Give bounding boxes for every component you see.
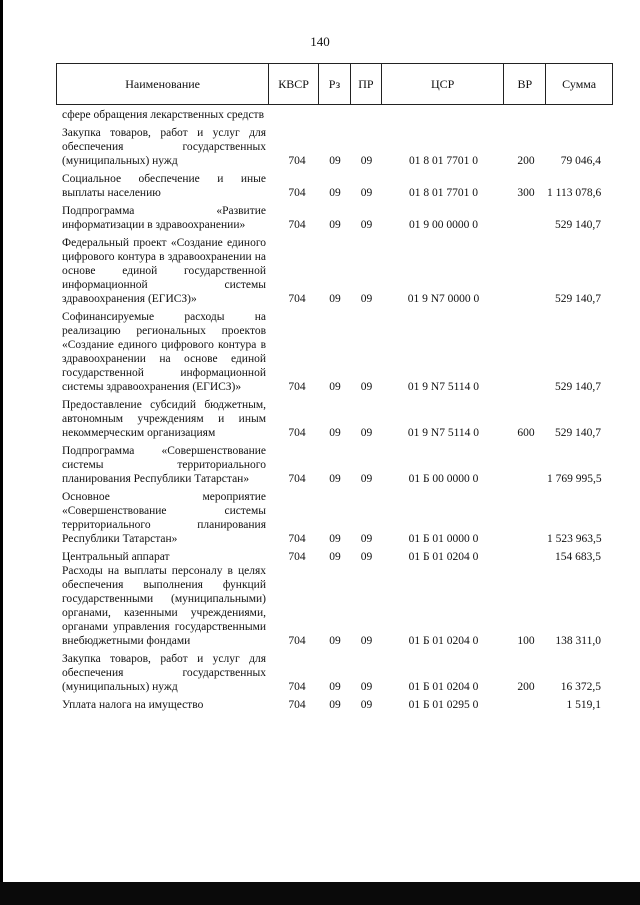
row-kvsr: 704	[288, 293, 306, 305]
header-csr: ЦСР	[382, 64, 505, 104]
row-vr: 200	[517, 681, 535, 693]
row-pr: 09	[360, 187, 373, 199]
row-sum: 1 519,1	[566, 699, 601, 711]
row-name: Центральный аппарат	[62, 551, 170, 563]
row-sum: 529 140,7	[555, 293, 601, 305]
table-row	[56, 204, 613, 232]
row-csr: 01 8 01 7701 0	[409, 187, 478, 199]
table-row	[56, 444, 613, 486]
row-name: Закупка товаров, работ и услуг для обеспечения государственных (муниципальных) нужд	[62, 127, 266, 167]
row-sum: 529 140,7	[555, 219, 601, 231]
header-pr: ПР	[351, 64, 382, 104]
row-kvsr: 704	[288, 551, 306, 563]
row-pr: 09	[360, 219, 373, 231]
row-vr: 200	[517, 155, 535, 167]
row-sum: 1 113 078,6	[547, 187, 602, 199]
table-row	[56, 108, 613, 122]
row-kvsr: 704	[288, 699, 306, 711]
row-csr: 01 Б 01 0295 0	[408, 699, 479, 711]
row-rz: 09	[329, 219, 341, 231]
row-kvsr: 704	[288, 187, 306, 199]
row-kvsr: 704	[288, 473, 306, 485]
row-name: Подпрограмма «Развитие информатизации в здравоохранении»	[62, 205, 266, 231]
row-name: Закупка товаров, работ и услуг для обеспечения государственных (муниципальных) нужд	[62, 653, 266, 693]
row-kvsr: 704	[288, 219, 306, 231]
row-vr: 600	[517, 427, 535, 439]
table-row	[56, 310, 613, 394]
row-kvsr: 704	[288, 533, 306, 545]
row-name: Федеральный проект «Создание единого цифрового контура в здравоохранении на основе единой государственной информационной системы здравоохранения (ЕГИСЗ)»	[62, 237, 266, 305]
row-csr: 01 9 N7 5114 0	[407, 381, 480, 393]
row-name: Основное мероприятие «Совершенствование системы территориального планирования Республики Татарстан»	[62, 491, 266, 545]
row-pr: 09	[360, 293, 373, 305]
row-name: Предоставление субсидий бюджетным, автономным учреждениям и иным некоммерческим организациям	[62, 399, 266, 439]
row-kvsr: 704	[288, 381, 306, 393]
row-sum: 16 372,5	[560, 681, 601, 693]
row-name: Подпрограмма «Совершенствование системы территориального планирования Республики Татарстан»	[62, 445, 266, 485]
row-rz: 09	[329, 473, 341, 485]
row-pr: 09	[360, 427, 373, 439]
row-name: Уплата налога на имущество	[62, 699, 204, 711]
row-csr: 01 9 00 0000 0	[409, 219, 478, 231]
row-csr: 01 9 N7 5114 0	[407, 427, 480, 439]
header-sum: Сумма	[562, 76, 597, 91]
header-kvsr: КВСР	[269, 64, 319, 104]
scan-bottom-edge	[0, 882, 640, 905]
row-kvsr: 704	[288, 681, 306, 693]
table-header	[56, 63, 613, 105]
row-sum: 79 046,4	[560, 155, 601, 167]
row-sum: 138 311,0	[555, 635, 601, 647]
table-row	[56, 564, 613, 648]
table-row	[56, 172, 613, 200]
row-rz: 09	[329, 699, 341, 711]
table-row	[56, 698, 613, 712]
row-name: Расходы на выплаты персоналу в целях обеспечения выполнения функций государственными (муниципальными) органами, казенными учреждениями, органами управления государственными внебюджетными фондами	[62, 565, 266, 647]
table-row	[56, 550, 613, 564]
row-rz: 09	[329, 551, 341, 563]
row-sum: 529 140,7	[555, 381, 601, 393]
table-row	[56, 236, 613, 306]
table-row	[56, 398, 613, 440]
row-kvsr: 704	[288, 155, 306, 167]
row-kvsr: 704	[288, 427, 306, 439]
table-row	[56, 126, 613, 168]
row-csr: 01 9 N7 0000 0	[407, 293, 480, 305]
scan-left-edge	[0, 0, 3, 882]
row-csr: 01 8 01 7701 0	[409, 155, 478, 167]
row-sum: 529 140,7	[555, 427, 601, 439]
row-name: сфере обращения лекарственных средств	[62, 109, 265, 121]
row-pr: 09	[360, 551, 373, 563]
row-sum: 154 683,5	[555, 551, 601, 563]
table-body	[56, 108, 613, 716]
row-pr: 09	[360, 381, 373, 393]
row-rz: 09	[329, 533, 341, 545]
row-pr: 09	[360, 155, 373, 167]
row-pr: 09	[360, 473, 373, 485]
row-csr: 01 Б 01 0000 0	[408, 533, 479, 545]
row-sum: 1 769 995,5	[547, 473, 602, 485]
row-csr: 01 Б 00 0000 0	[408, 473, 479, 485]
header-vr: ВР	[504, 64, 546, 104]
row-rz: 09	[329, 187, 341, 199]
row-csr: 01 Б 01 0204 0	[408, 635, 479, 647]
row-rz: 09	[329, 293, 341, 305]
row-rz: 09	[329, 681, 341, 693]
table-row	[56, 490, 613, 546]
row-vr: 300	[517, 187, 535, 199]
row-rz: 09	[329, 427, 341, 439]
row-pr: 09	[360, 533, 373, 545]
row-pr: 09	[360, 699, 373, 711]
row-name: Социальное обеспечение и иные выплаты населению	[62, 173, 266, 199]
row-csr: 01 Б 01 0204 0	[408, 551, 479, 563]
row-kvsr: 704	[288, 635, 306, 647]
row-rz: 09	[329, 381, 341, 393]
row-pr: 09	[360, 681, 373, 693]
row-vr: 100	[517, 635, 535, 647]
row-name: Софинансируемые расходы на реализацию региональных проектов «Создание единого цифрового контура в здравоохранении на основе единой государственной информационной системы здравоохранения (ЕГИСЗ)»	[62, 311, 266, 393]
header-name: Наименование	[57, 64, 269, 104]
page-number: 140	[310, 34, 330, 49]
row-pr: 09	[360, 635, 373, 647]
row-csr: 01 Б 01 0204 0	[408, 681, 479, 693]
header-rz: Рз	[319, 64, 351, 104]
row-rz: 09	[329, 155, 341, 167]
row-sum: 1 523 963,5	[547, 533, 602, 545]
row-rz: 09	[329, 635, 341, 647]
table-row	[56, 652, 613, 694]
